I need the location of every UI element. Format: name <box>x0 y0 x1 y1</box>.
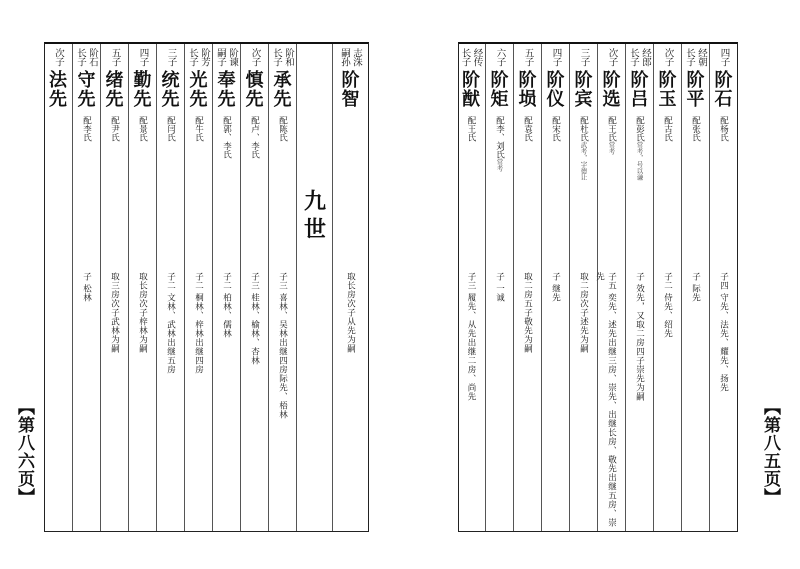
genealogy-table <box>458 42 738 532</box>
spouse-text: 配王氏 <box>466 116 476 142</box>
relation-label: 次子 <box>662 48 674 66</box>
issue-text: 子二 文林、武林出继五房 <box>165 272 176 375</box>
relation-label: 经传 <box>471 48 483 66</box>
relation-label: 次子 <box>249 48 261 66</box>
genealogy-entry <box>212 44 240 531</box>
genealogy-entry <box>541 44 569 531</box>
issue-text: 子 松林 <box>81 272 92 303</box>
person-name: 阶埙 <box>515 70 537 108</box>
issue-text: 取二房五子敬先为嗣 <box>522 272 533 353</box>
relation-label: 次子 <box>606 48 618 66</box>
relation-label: 长子 <box>187 48 198 66</box>
genealogy-entry <box>594 44 625 531</box>
generation-column <box>296 44 332 531</box>
genealogy-entry <box>332 44 368 531</box>
page-number: 【第八六页】 <box>14 398 34 506</box>
genealogy-entry <box>156 44 184 531</box>
genealogy-entry <box>625 44 653 531</box>
person-name: 阶宾 <box>571 70 593 108</box>
person-name: 绪先 <box>102 70 124 108</box>
person-name: 承先 <box>270 70 292 108</box>
person-name: 阶选 <box>599 70 621 108</box>
issue-text: 子 际先 <box>690 272 701 303</box>
issue-text: 子五 奕先、述先出继三房、崇先、出继长房、敬先出继五房、崇先 <box>594 272 617 528</box>
spouse-text: 配李、刘氏常考 <box>494 116 505 172</box>
person-name: 阶吕 <box>627 70 649 108</box>
spouse-text: 配古氏 <box>662 116 673 142</box>
relation-label: 四子 <box>718 48 730 66</box>
spouse-text: 配王氏常考 <box>606 116 617 155</box>
genealogy-entry <box>184 44 212 531</box>
spouse-text: 配彭氏常考，号以谦 <box>634 116 645 181</box>
issue-text: 子四 守先、法先、耀先、扬先 <box>718 272 729 393</box>
relation-label: 五子 <box>109 48 121 66</box>
relation-label: 长子 <box>459 48 471 66</box>
person-name: 光先 <box>186 70 208 108</box>
person-name: 阶平 <box>683 70 705 108</box>
person-name: 阶玉 <box>655 70 677 108</box>
issue-text: 子 一诚 <box>494 272 505 303</box>
person-name: 统先 <box>158 70 180 108</box>
spouse-text: 配尹氏 <box>109 116 120 142</box>
person-name: 阶矩 <box>487 70 509 108</box>
relation-label: 六子 <box>494 48 506 66</box>
spouse-text: 配李氏 <box>81 116 92 142</box>
spouse-text: 配景氏 <box>137 116 148 142</box>
issue-text: 子三 履先、从先出继二房、尚先 <box>466 272 476 402</box>
issue-text: 子二 桐林、梓林出继四房 <box>193 272 204 375</box>
relation-label: 四子 <box>137 48 149 66</box>
relation-label: 嗣孙 <box>339 48 350 66</box>
issue-text: 子二 柏林、儒林 <box>221 272 232 339</box>
relation-label: 长子 <box>75 48 86 66</box>
spouse-text: 配郭、李氏 <box>221 116 232 159</box>
page-number: 【第八五页】 <box>760 398 780 506</box>
person-name: 勤先 <box>130 70 152 108</box>
genealogy-entry <box>268 44 296 531</box>
relation-label: 三子 <box>578 48 590 66</box>
issue-text: 取二房次子述先为嗣 <box>578 272 589 353</box>
spouse-text: 配卢、李氏 <box>249 116 260 159</box>
relation-label: 四子 <box>550 48 562 66</box>
person-name: 法先 <box>46 70 67 108</box>
genealogy-entry <box>100 44 128 531</box>
genealogy-entry <box>457 44 485 531</box>
relation-label: 长子 <box>628 48 639 66</box>
relation-label: 阶和 <box>283 48 294 66</box>
genealogy-entry <box>44 44 72 531</box>
issue-text: 子三 喜林、吴林出继四房际先、梧林 <box>277 272 288 420</box>
spouse-text: 配袁氏 <box>522 116 533 142</box>
person-name: 慎先 <box>242 70 264 108</box>
issue-text: 子二 侍先、绍先 <box>662 272 673 339</box>
relation-label: 阶石 <box>87 48 98 66</box>
issue-text: 取长房次子从先为嗣 <box>345 272 356 353</box>
issue-text: 取三房次子武林为嗣 <box>109 272 120 353</box>
relation-label: 长子 <box>684 48 695 66</box>
issue-text: 取长房次子梓林为嗣 <box>137 272 148 353</box>
relation-label: 经朝 <box>696 48 707 66</box>
genealogy-entry <box>681 44 709 531</box>
spouse-text: 配杜氏武考，字德让 <box>578 116 589 181</box>
relation-label: 阶芳 <box>199 48 210 66</box>
genealogy-entry <box>653 44 681 531</box>
spouse-text: 配杨氏 <box>718 116 729 142</box>
relation-label: 经郎 <box>640 48 651 66</box>
issue-text: 子 继先 <box>550 272 561 303</box>
person-name: 阶仪 <box>543 70 565 108</box>
genealogy-entry <box>240 44 268 531</box>
spouse-text: 配牛氏 <box>193 116 204 142</box>
genealogy-entry <box>569 44 597 531</box>
relation-label: 五子 <box>522 48 534 66</box>
spouse-text: 配宋氏 <box>550 116 561 142</box>
person-name: 守先 <box>74 70 96 108</box>
relation-label: 三子 <box>165 48 177 66</box>
spouse-text: 配张氏 <box>690 116 701 142</box>
person-name: 奉先 <box>214 70 236 108</box>
generation-label: 九世 <box>300 189 326 245</box>
genealogy-table <box>44 42 369 532</box>
relation-label: 次子 <box>53 48 64 66</box>
person-name: 阶石 <box>711 70 733 108</box>
relation-label: 志洙 <box>351 48 362 66</box>
issue-text: 子三 桂林、榆林、杏林 <box>249 272 260 366</box>
person-name: 阶猷 <box>459 70 480 108</box>
relation-label: 阶谏 <box>227 48 238 66</box>
genealogy-entry <box>72 44 100 531</box>
right-page <box>400 0 800 569</box>
relation-label: 长子 <box>271 48 282 66</box>
genealogy-entry <box>128 44 156 531</box>
spouse-text: 配陈氏 <box>277 116 288 142</box>
genealogy-entry <box>485 44 513 531</box>
relation-label: 嗣子 <box>215 48 226 66</box>
genealogy-entry <box>709 44 737 531</box>
genealogy-entry <box>513 44 541 531</box>
person-name: 阶智 <box>338 70 360 108</box>
spouse-text: 配闫氏 <box>165 116 176 142</box>
issue-text: 子 效先，又取二房四子崇先为嗣 <box>634 272 645 402</box>
